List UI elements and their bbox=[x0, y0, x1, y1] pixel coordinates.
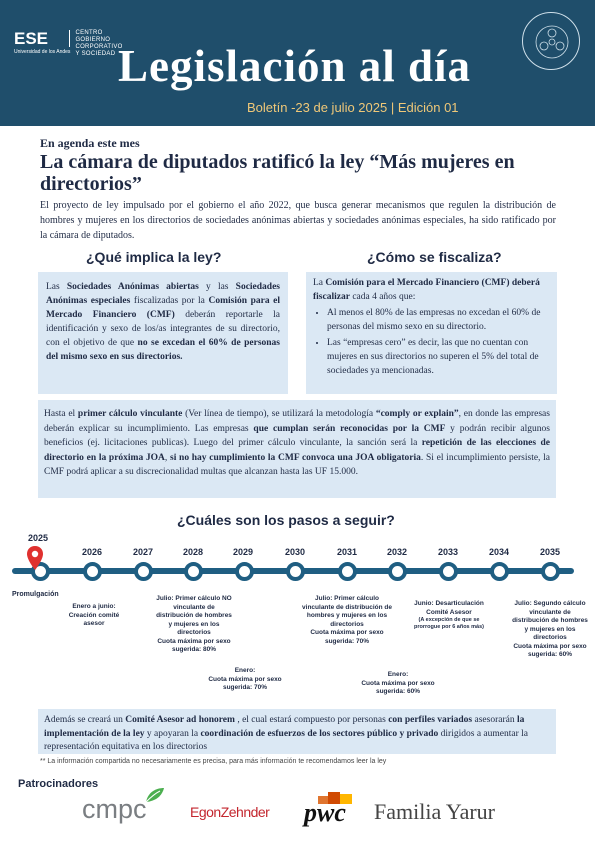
event-text: Enero: bbox=[387, 671, 409, 678]
egon-zehnder-logo: EgonZehnder bbox=[190, 804, 270, 820]
timeline-year: 2032 bbox=[387, 547, 408, 557]
event-text: Julio: Primer cálculo NO vinculante de distribución de hombres y mujeres en los directorios bbox=[156, 595, 232, 636]
cmpc-logo-text: cmpc bbox=[82, 794, 147, 824]
centro-line: GOBIERNO bbox=[75, 37, 111, 43]
familia-yarur-logo: Familia Yarur bbox=[374, 799, 495, 824]
newsletter-title: Legislación al día bbox=[118, 41, 472, 91]
implica-text: Las Sociedades Anónimas abiertas y las Sociedades Anónimas especiales fiscalizadas por la Comisión para el Mercado Financiero (CMF) deberán reportarle la identificación y sexo de los/as integrantes de su directorio, con el objetivo de que no se excedan el 60% de personas del mismo sexo en sus directorios. bbox=[46, 282, 281, 362]
article-intro: El proyecto de ley impulsado por el gobierno el año 2022, que busca generar mecanismos que regulen la distribución de hombres y mujeres en los directorios de sociedades anónimas abiertas y sociedades anónimas especiales, ha sido ratificado por la cámara de diputados. bbox=[40, 200, 556, 241]
cmpc-logo bbox=[82, 794, 147, 825]
section-kicker: En agenda este mes bbox=[40, 136, 140, 150]
sponsors-heading: Patrocinadores bbox=[18, 778, 99, 790]
timeline-event-2032 bbox=[360, 671, 436, 697]
centro-line: CORPORATIVO bbox=[75, 44, 123, 50]
timeline-node bbox=[388, 562, 407, 581]
timeline-year: 2025 bbox=[28, 533, 49, 543]
implica-heading: ¿Qué implica la ley? bbox=[86, 249, 222, 265]
timeline-node bbox=[83, 562, 102, 581]
event-note: (A excepción de que se prorrogue por 6 años más) bbox=[414, 617, 484, 630]
fiscaliza-text: La Comisión para el Mercado Financiero (CMF) deberá fiscalizar cada 4 años que: bbox=[313, 278, 540, 302]
event-text: Enero: bbox=[234, 667, 256, 674]
pwc-logo bbox=[304, 798, 346, 828]
disclaimer-footnote: ** La información compartida no necesariamente es precisa, para más información te recomendamos leer la ley bbox=[40, 758, 387, 765]
timeline-node bbox=[134, 562, 153, 581]
circulo-directores-logo bbox=[522, 12, 580, 70]
fiscaliza-heading: ¿Cómo se fiscaliza? bbox=[367, 249, 502, 265]
centro-line: Y SOCIEDAD bbox=[75, 51, 116, 57]
vinculante-text: Hasta el primer cálculo vinculante (Ver línea de tiempo), se utilizará la metodología “comply or explain”, en donde las empresas deberán explicar su incumplimiento. Las empresas que cumplan serán reconocidas por la CMF y podrán recibir algunos beneficios (ej. licitaciones publicas). Luego del primer cálculo vinculante, la sanción será la repetición de las elecciones de directorio en la próxima JOA, si no hay cumplimiento la CMF convoca una JOA obligatoria. Si el incumplimiento persiste, la CMF podrá aplicar a su discrecionalidad multas que alcanzan hasta las UF 15.000. bbox=[44, 409, 550, 478]
pwc-logo-text: pwc bbox=[304, 798, 346, 827]
comite-text: Además se creará un Comité Asesor ad honorem , el cual estará compuesto por personas con perfiles variados asesorarán la implementación de la ley y apoyaran la coordinación de esfuerzos de los sectores público y privado dirigidos a aumentar la representación equitativa en los directorios bbox=[44, 715, 528, 752]
timeline-year: 2035 bbox=[540, 547, 561, 557]
comite-box bbox=[38, 709, 556, 754]
timeline-event-promulgacion: Promulgación bbox=[12, 591, 59, 598]
header-banner bbox=[0, 0, 595, 126]
timeline-year: 2034 bbox=[489, 547, 510, 557]
event-quota: Cuota máxima por sexo sugerida: 80% bbox=[157, 637, 231, 653]
timeline-node bbox=[338, 562, 357, 581]
timeline-node bbox=[541, 562, 560, 581]
fiscaliza-box bbox=[306, 272, 557, 394]
timeline-year: 2027 bbox=[133, 547, 154, 557]
timeline-event-2031 bbox=[301, 595, 393, 646]
timeline-node bbox=[235, 562, 254, 581]
centro-line: CENTRO bbox=[75, 30, 103, 36]
centro-name bbox=[75, 30, 122, 58]
event-text: Julio: Primer cálculo vinculante de distribución de hombres y mujeres en los directorios bbox=[302, 595, 392, 628]
timeline-heading: ¿Cuáles son los pasos a seguir? bbox=[177, 512, 395, 528]
event-quota: Cuota máxima por sexo sugerida: 60% bbox=[361, 679, 435, 695]
timeline-event-2028 bbox=[156, 595, 232, 655]
event-text: Julio: Segundo cálculo vinculante de distribución de hombres y mujeres en los directorios bbox=[512, 600, 588, 641]
ese-logo-mark: ESE bbox=[14, 30, 70, 47]
timeline-event-2029 bbox=[206, 667, 284, 693]
timeline-event-2033 bbox=[408, 600, 490, 631]
fiscaliza-list bbox=[313, 306, 551, 378]
ese-logo bbox=[14, 30, 123, 58]
vinculante-box bbox=[38, 400, 556, 498]
event-text: Junio: Desarticulación Comité Asesor bbox=[414, 600, 484, 616]
event-quota: Cuota máxima por sexo sugerida: 60% bbox=[513, 642, 587, 658]
location-pin-icon bbox=[26, 545, 44, 571]
newsletter-edition: Boletín -23 de julio 2025 | Edición 01 bbox=[247, 100, 459, 115]
circulo-logo-icon bbox=[523, 13, 581, 71]
timeline-year: 2033 bbox=[438, 547, 459, 557]
leaf-icon bbox=[144, 786, 166, 804]
timeline-node bbox=[286, 562, 305, 581]
timeline-year: 2028 bbox=[183, 547, 204, 557]
timeline-event-2026: Enero a junio: Creación comité asesor bbox=[68, 603, 120, 627]
ese-university: Universidad de los Andes bbox=[14, 49, 71, 55]
implica-box bbox=[38, 272, 288, 394]
timeline-year: 2029 bbox=[233, 547, 254, 557]
timeline-year: 2031 bbox=[337, 547, 358, 557]
timeline-node bbox=[184, 562, 203, 581]
article-headline: La cámara de diputados ratificó la ley “Más mujeres en directorios” bbox=[40, 151, 515, 195]
list-item: • Al menos el 80% de las empresas no excedan el 60% de personas del mismo sexo en su directorio. bbox=[327, 306, 551, 334]
list-item: • Las “empresas cero” es decir, las que no cuentan con mujeres en sus directorios no superen el 5% del total de sociedades ya mencionadas. bbox=[327, 336, 551, 378]
event-quota: Cuota máxima por sexo sugerida: 70% bbox=[208, 675, 282, 691]
timeline-year: 2026 bbox=[82, 547, 103, 557]
event-quota: Cuota máxima por sexo sugerida: 70% bbox=[310, 629, 384, 645]
timeline-node bbox=[490, 562, 509, 581]
timeline-year: 2030 bbox=[285, 547, 306, 557]
timeline-event-2035 bbox=[512, 600, 588, 660]
timeline-node bbox=[439, 562, 458, 581]
